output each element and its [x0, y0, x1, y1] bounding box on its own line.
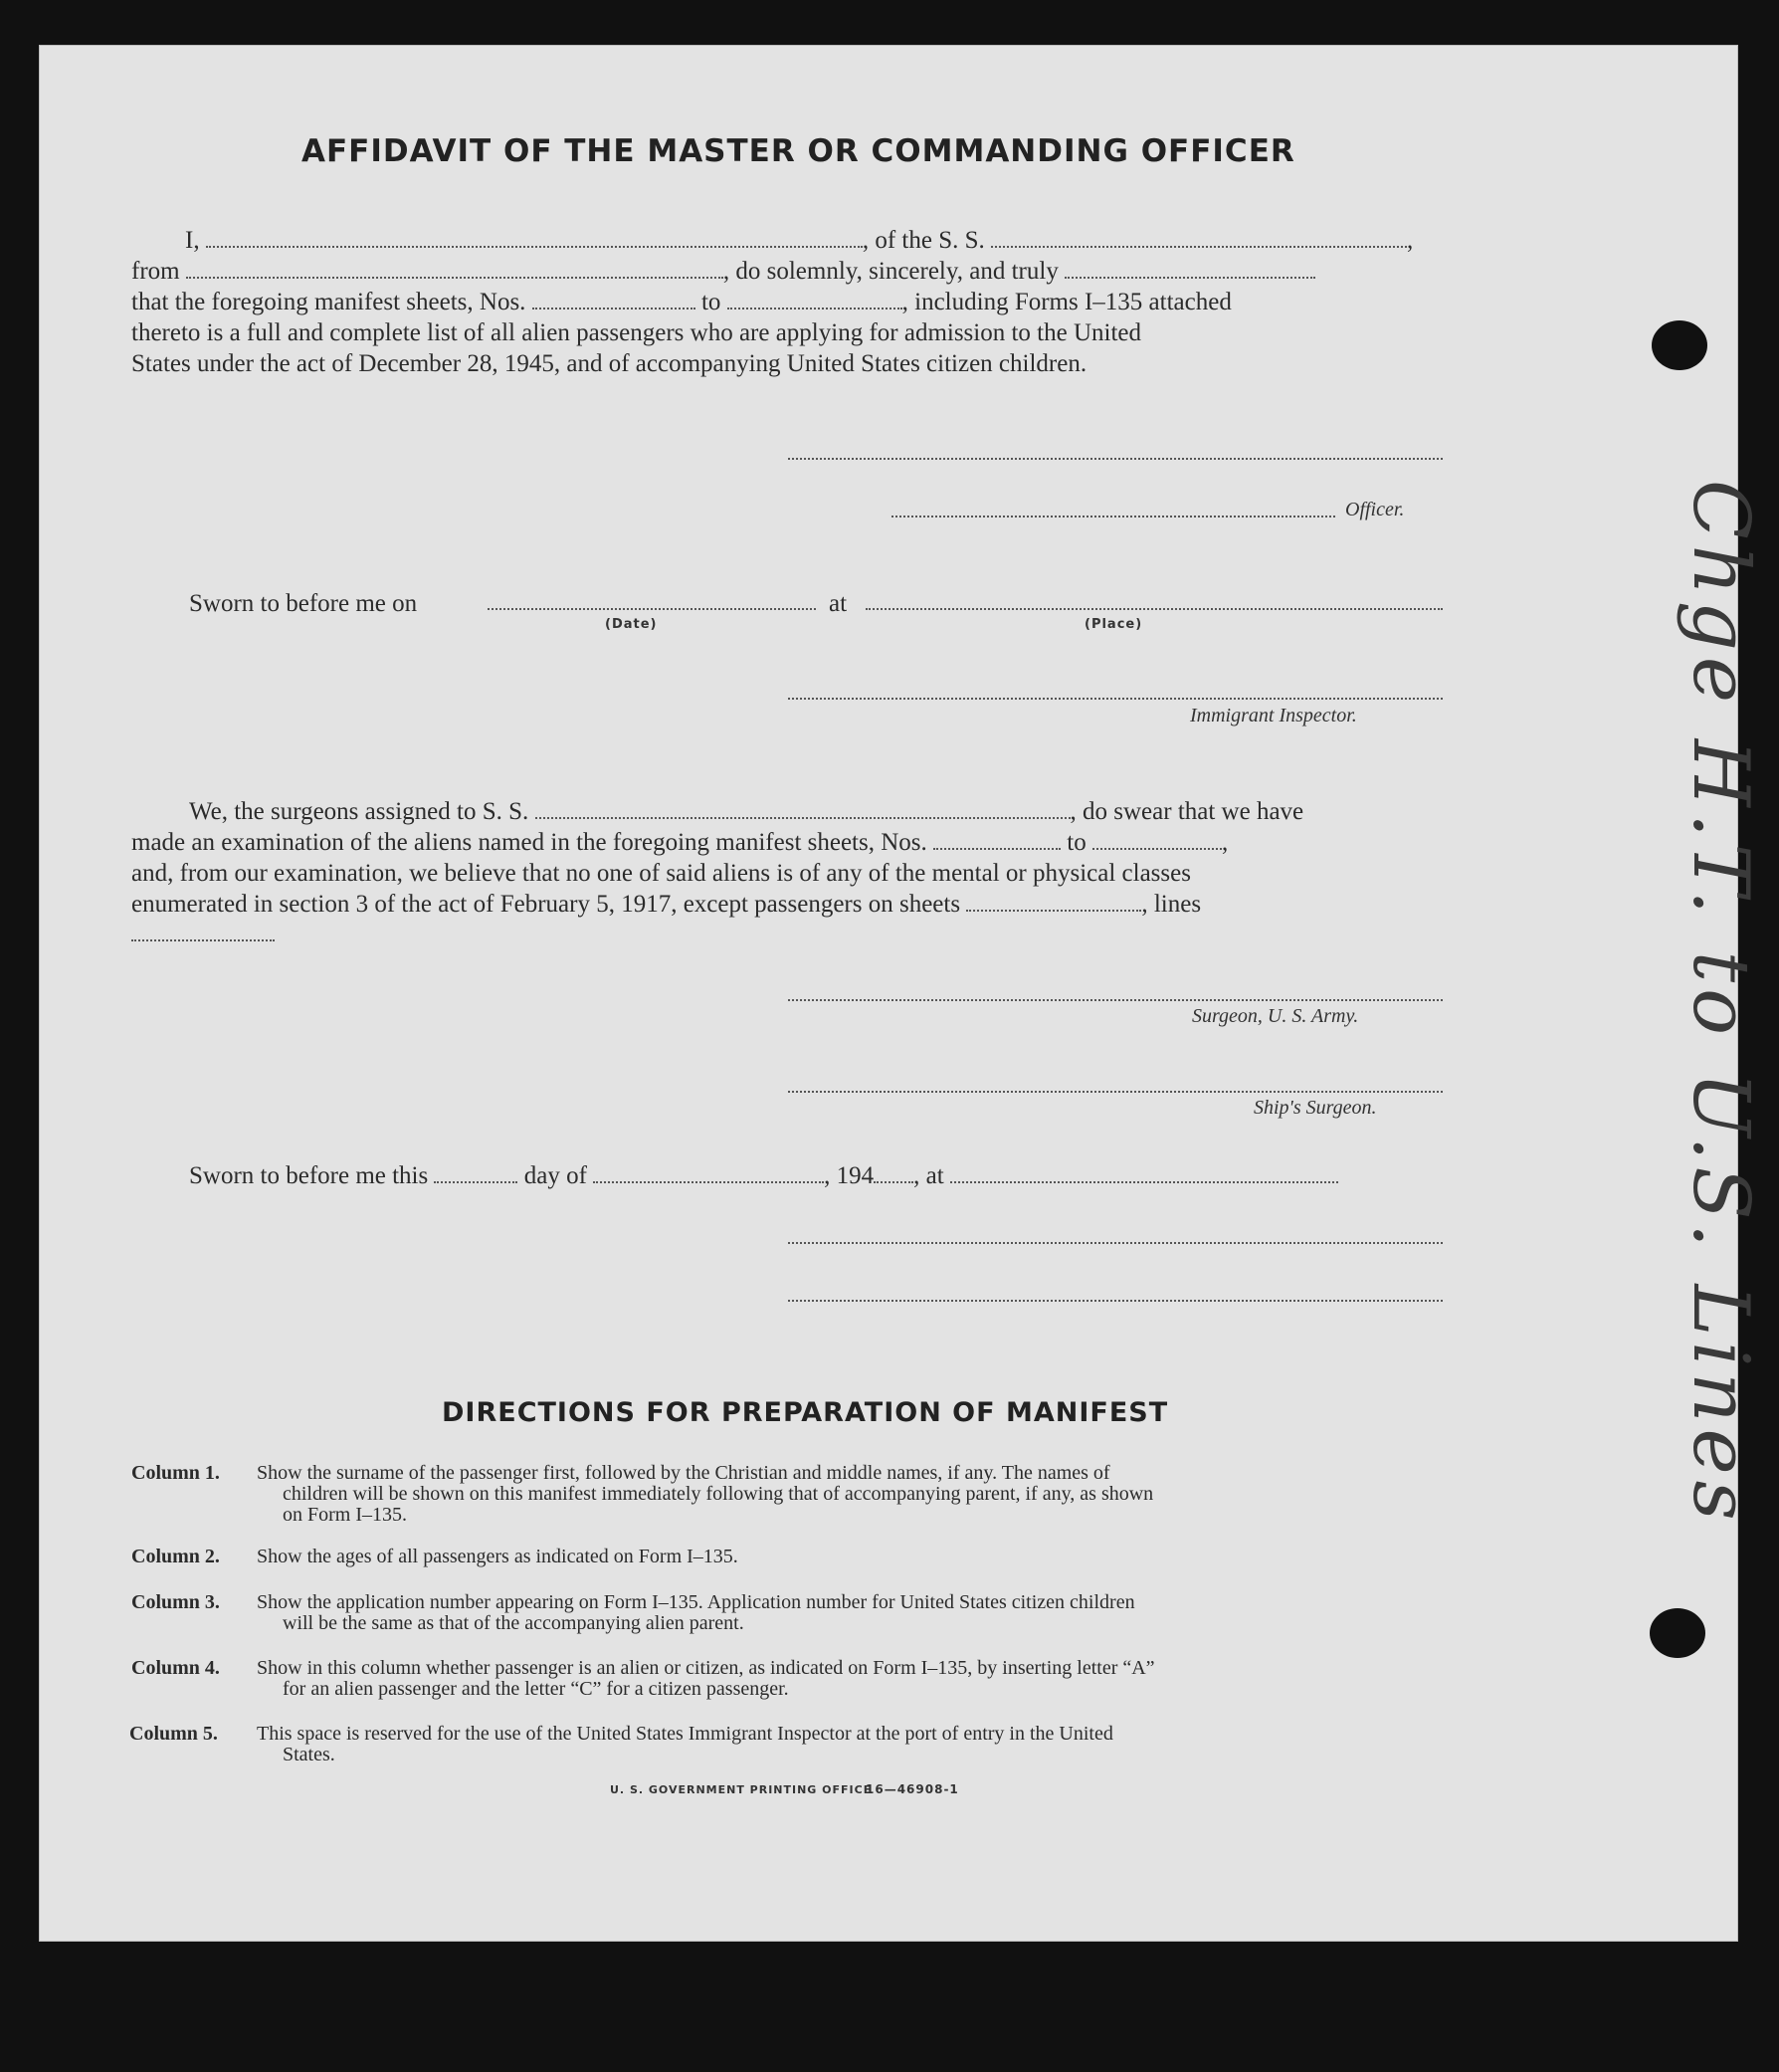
- form-code: 16—46908-1: [866, 1782, 959, 1796]
- sworn-signature-line-2[interactable]: [788, 1300, 1443, 1302]
- ship-surgeon-label: Ship's Surgeon.: [1254, 1097, 1377, 1119]
- sworn-at-text: at: [829, 590, 848, 617]
- from-blank[interactable]: [186, 276, 723, 279]
- sworn-place-line[interactable]: [866, 608, 1443, 610]
- para1-line2: from , do solemnly, sincerely, and truly: [131, 256, 1315, 287]
- sworn-signature-line-1[interactable]: [788, 1242, 1443, 1244]
- army-surgeon-label: Surgeon, U. S. Army.: [1192, 1005, 1359, 1027]
- truly-blank[interactable]: [1065, 276, 1315, 279]
- sworn-date-line[interactable]: [488, 608, 816, 610]
- exam-sheets-to-blank[interactable]: [1092, 847, 1222, 850]
- para1-line1: I, , of the S. S. ,: [185, 227, 1414, 254]
- para2-line2: made an examination of the aliens named in the foregoing manifest sheets, Nos. to ,: [131, 829, 1229, 856]
- lines-blank[interactable]: [131, 939, 275, 941]
- inspector-label: Immigrant Inspector.: [1190, 705, 1357, 726]
- officer-title-line[interactable]: [891, 516, 1335, 518]
- document-page: AFFIDAVIT OF THE MASTER OR COMMANDING OFFICER I, , of the S. S. , from , do solemnly, sincerely, and truly that the foregoing manifest sheets, Nos. to , including Forms I–135 attached thereto is a full and complete list of all alien passengers who are applying for admission to the United States under the act of December 28, 1945, and of accompanying United States citizen children. Officer. Sworn to before me on at (Date) (Place) Immigrant Inspector. We, the surgeons assigned to S. S. , do swear that we have made an examination of the aliens named in the foregoing manifest sheets, Nos. to , and, from our examination, we believe that no one of said aliens is of any of the mental or physical classes enumerated in section 3 of the act of February 5, 1917, except passengers on sheets , lines Surgeon, U. S. Army. Ship's Surgeon. Sworn to before me this day of , 194 , at DIRECTIONS FOR PREPARATION OF MANIFEST Column 1. Show the surname of the passenger first, followed by the Christian and middle names, if any. The names of children will be shown on this manifest immediately following that of accompanying parent, if any, as shown on Form I–135. Column 2. Show the ages of all passengers as indicated on Form I–135. Column 3. Show the application number appearing on Form I–135. Application number for United States citizen children will be the same as that of the accompanying alien parent. Column 4. Show in this column whether passenger is an alien or citizen, as indicated on Form I–135, by inserting letter “A” for an alien passenger and the letter “C” for a citizen passenger. Column 5. This space is reserved for the use of the United States Immigrant Inspector at the port of entry in the United States. U. S. GOVERNMENT PRINTING OFFICE 16—46908-1 Chge H.T. to U.S. Lines: [40, 46, 1737, 1941]
- sworn-on-text: Sworn to before me on: [189, 590, 418, 617]
- place-caption: (Place): [1085, 617, 1143, 632]
- sheets-from-blank[interactable]: [532, 307, 695, 310]
- sworn-place-blank[interactable]: [950, 1180, 1338, 1183]
- sworn-month-blank[interactable]: [593, 1180, 824, 1183]
- ship-surgeon-signature-line[interactable]: [788, 1091, 1443, 1093]
- handwritten-note: Chge H.T. to U.S. Lines: [1676, 480, 1765, 1527]
- para1-line3: that the foregoing manifest sheets, Nos. to , including Forms I–135 attached: [131, 289, 1232, 315]
- para1-line4: thereto is a full and complete list of all alien passengers who are applying for admission to the United: [131, 319, 1142, 346]
- para2-line1: We, the surgeons assigned to S. S. , do swear that we have: [189, 798, 1304, 825]
- printer-imprint: U. S. GOVERNMENT PRINTING OFFICE: [610, 1783, 873, 1796]
- officer-signature-line[interactable]: [788, 458, 1443, 460]
- para2-line3: and, from our examination, we believe that no one of said aliens is of any of the mental or physical classes: [131, 860, 1191, 887]
- para2-line4: enumerated in section 3 of the act of February 5, 1917, except passengers on sheets , lines: [131, 891, 1202, 918]
- directions-title: DIRECTIONS FOR PREPARATION OF MANIFEST: [442, 1397, 1169, 1428]
- punch-hole-top: [1652, 320, 1707, 370]
- punch-hole-bottom: [1650, 1608, 1705, 1658]
- except-sheets-blank[interactable]: [966, 909, 1141, 912]
- para1-line5: States under the act of December 28, 1945, and of accompanying United States citizen children.: [131, 350, 1087, 377]
- surgeon-ship-blank[interactable]: [535, 816, 1071, 819]
- name-blank[interactable]: [206, 245, 863, 248]
- sworn-this-line: Sworn to before me this day of , 194 , at: [189, 1160, 1338, 1191]
- exam-sheets-from-blank[interactable]: [933, 847, 1061, 850]
- affidavit-title: AFFIDAVIT OF THE MASTER OR COMMANDING OFFICER: [301, 133, 1295, 169]
- ship-name-blank[interactable]: [991, 245, 1407, 248]
- date-caption: (Date): [605, 617, 658, 632]
- sworn-day-blank[interactable]: [434, 1180, 517, 1183]
- army-surgeon-signature-line[interactable]: [788, 999, 1443, 1001]
- sworn-year-blank[interactable]: [874, 1180, 913, 1183]
- officer-label: Officer.: [1345, 499, 1405, 520]
- sheets-to-blank[interactable]: [727, 307, 902, 310]
- inspector-signature-line[interactable]: [788, 698, 1443, 700]
